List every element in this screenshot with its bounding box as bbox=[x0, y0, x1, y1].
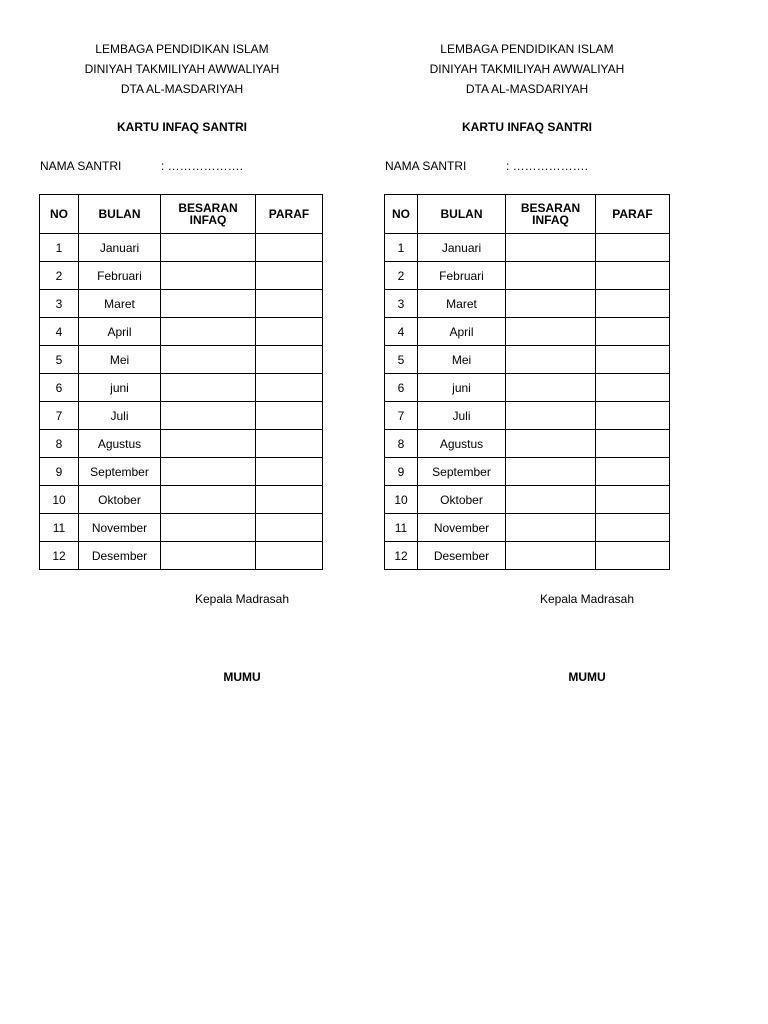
table-row bbox=[40, 514, 323, 542]
table-row bbox=[40, 346, 323, 374]
cell-bulan: Januari bbox=[79, 234, 161, 262]
cell-no: 11 bbox=[40, 514, 79, 542]
table-row bbox=[40, 262, 323, 290]
cell-no: 9 bbox=[40, 458, 79, 486]
cell-besaran-infaq bbox=[506, 402, 596, 430]
col-header-no: NO bbox=[385, 195, 418, 234]
institution-name: LEMBAGA PENDIDIKAN ISLAM bbox=[440, 42, 614, 56]
cell-paraf bbox=[596, 402, 670, 430]
cell-bulan: Mei bbox=[418, 346, 506, 374]
cell-paraf bbox=[596, 234, 670, 262]
cell-besaran-infaq bbox=[161, 542, 256, 570]
cell-besaran-infaq bbox=[506, 486, 596, 514]
cell-besaran-infaq bbox=[161, 430, 256, 458]
cell-bulan: juni bbox=[79, 374, 161, 402]
cell-besaran-infaq bbox=[161, 262, 256, 290]
col-header-besaran-infaq: BESARAN INFAQ bbox=[161, 195, 256, 234]
cell-no: 3 bbox=[40, 290, 79, 318]
cell-besaran-infaq bbox=[506, 430, 596, 458]
table-row bbox=[40, 374, 323, 402]
infaq-table bbox=[39, 194, 323, 570]
cell-paraf bbox=[256, 486, 323, 514]
cell-bulan: November bbox=[79, 514, 161, 542]
infaq-table bbox=[384, 194, 670, 570]
cell-no: 5 bbox=[40, 346, 79, 374]
col-header-paraf: PARAF bbox=[596, 195, 670, 234]
cell-no: 7 bbox=[40, 402, 79, 430]
cell-bulan: Maret bbox=[418, 290, 506, 318]
table-row bbox=[385, 402, 670, 430]
cell-no: 1 bbox=[385, 234, 418, 262]
cell-paraf bbox=[256, 262, 323, 290]
table-row bbox=[385, 262, 670, 290]
cell-paraf bbox=[256, 346, 323, 374]
student-name-value: : ………………. bbox=[506, 159, 589, 173]
cell-bulan: Oktober bbox=[79, 486, 161, 514]
cell-besaran-infaq bbox=[506, 262, 596, 290]
table-row bbox=[385, 346, 670, 374]
student-name-label: NAMA SANTRI bbox=[40, 159, 122, 173]
cell-bulan: Januari bbox=[418, 234, 506, 262]
cell-no: 5 bbox=[385, 346, 418, 374]
institution-name: LEMBAGA PENDIDIKAN ISLAM bbox=[95, 42, 269, 56]
cell-no: 3 bbox=[385, 290, 418, 318]
col-header-paraf: PARAF bbox=[256, 195, 323, 234]
cell-no: 1 bbox=[40, 234, 79, 262]
cell-besaran-infaq bbox=[161, 458, 256, 486]
institution-type: DINIYAH TAKMILIYAH AWWALIYAH bbox=[84, 62, 280, 76]
cell-bulan: September bbox=[418, 458, 506, 486]
cell-besaran-infaq bbox=[161, 486, 256, 514]
table-row bbox=[40, 318, 323, 346]
cell-no: 7 bbox=[385, 402, 418, 430]
school-name: DTA AL-MASDARIYAH bbox=[120, 82, 244, 96]
cell-paraf bbox=[256, 318, 323, 346]
table-row bbox=[385, 514, 670, 542]
table-row bbox=[385, 430, 670, 458]
cell-bulan: April bbox=[418, 318, 506, 346]
cell-no: 11 bbox=[385, 514, 418, 542]
cell-paraf bbox=[256, 458, 323, 486]
school-name: DTA AL-MASDARIYAH bbox=[465, 82, 589, 96]
cell-paraf bbox=[596, 458, 670, 486]
col-header-besaran-infaq: BESARAN INFAQ bbox=[506, 195, 596, 234]
table-row bbox=[40, 430, 323, 458]
table-header-row bbox=[385, 195, 670, 234]
cell-bulan: Maret bbox=[79, 290, 161, 318]
cell-bulan: Juli bbox=[79, 402, 161, 430]
cell-no: 2 bbox=[40, 262, 79, 290]
cell-paraf bbox=[596, 542, 670, 570]
cell-paraf bbox=[596, 486, 670, 514]
signer-name: MUMU bbox=[568, 670, 606, 684]
cell-no: 12 bbox=[40, 542, 79, 570]
table-row bbox=[40, 402, 323, 430]
cell-besaran-infaq bbox=[506, 542, 596, 570]
table-row bbox=[385, 542, 670, 570]
cell-paraf bbox=[256, 234, 323, 262]
cell-no: 9 bbox=[385, 458, 418, 486]
cell-bulan: Agustus bbox=[79, 430, 161, 458]
institution-type: DINIYAH TAKMILIYAH AWWALIYAH bbox=[429, 62, 625, 76]
cell-no: 12 bbox=[385, 542, 418, 570]
cell-paraf bbox=[596, 290, 670, 318]
student-name-value: : ………………. bbox=[161, 159, 244, 173]
cell-no: 4 bbox=[385, 318, 418, 346]
card-title: KARTU INFAQ SANTRI bbox=[462, 120, 592, 134]
cell-bulan: Juli bbox=[418, 402, 506, 430]
cell-bulan: Desember bbox=[79, 542, 161, 570]
cell-besaran-infaq bbox=[161, 234, 256, 262]
table-header-row bbox=[40, 195, 323, 234]
cell-no: 10 bbox=[40, 486, 79, 514]
table-row bbox=[385, 234, 670, 262]
cell-bulan: Agustus bbox=[418, 430, 506, 458]
cell-besaran-infaq bbox=[161, 290, 256, 318]
cell-bulan: Februari bbox=[79, 262, 161, 290]
col-header-bulan: BULAN bbox=[79, 195, 161, 234]
cell-besaran-infaq bbox=[506, 346, 596, 374]
cell-bulan: juni bbox=[418, 374, 506, 402]
cell-no: 8 bbox=[385, 430, 418, 458]
cell-paraf bbox=[256, 374, 323, 402]
signature-label: Kepala Madrasah bbox=[194, 592, 290, 606]
cell-besaran-infaq bbox=[161, 374, 256, 402]
table-row bbox=[40, 486, 323, 514]
table-row bbox=[40, 234, 323, 262]
cell-no: 8 bbox=[40, 430, 79, 458]
cell-besaran-infaq bbox=[506, 458, 596, 486]
cell-besaran-infaq bbox=[506, 290, 596, 318]
cell-paraf bbox=[256, 514, 323, 542]
cell-paraf bbox=[596, 318, 670, 346]
cell-paraf bbox=[596, 374, 670, 402]
cell-bulan: Mei bbox=[79, 346, 161, 374]
cell-besaran-infaq bbox=[506, 514, 596, 542]
card-title: KARTU INFAQ SANTRI bbox=[117, 120, 247, 134]
student-name-label: NAMA SANTRI bbox=[385, 159, 467, 173]
cell-no: 2 bbox=[385, 262, 418, 290]
table-row bbox=[40, 458, 323, 486]
table-row bbox=[385, 318, 670, 346]
cell-no: 6 bbox=[385, 374, 418, 402]
cell-paraf bbox=[596, 346, 670, 374]
cell-bulan: September bbox=[79, 458, 161, 486]
cell-paraf bbox=[256, 430, 323, 458]
cell-besaran-infaq bbox=[161, 514, 256, 542]
cell-paraf bbox=[596, 430, 670, 458]
table-row bbox=[385, 486, 670, 514]
cell-bulan: Oktober bbox=[418, 486, 506, 514]
cell-bulan: April bbox=[79, 318, 161, 346]
cell-bulan: November bbox=[418, 514, 506, 542]
cell-besaran-infaq bbox=[506, 318, 596, 346]
cell-besaran-infaq bbox=[506, 234, 596, 262]
signature-label: Kepala Madrasah bbox=[539, 592, 635, 606]
cell-besaran-infaq bbox=[506, 374, 596, 402]
cell-no: 4 bbox=[40, 318, 79, 346]
cell-paraf bbox=[256, 290, 323, 318]
table-row bbox=[40, 542, 323, 570]
cell-bulan: Desember bbox=[418, 542, 506, 570]
cell-paraf bbox=[256, 402, 323, 430]
cell-no: 6 bbox=[40, 374, 79, 402]
cell-paraf bbox=[596, 514, 670, 542]
col-header-no: NO bbox=[40, 195, 79, 234]
cell-besaran-infaq bbox=[161, 318, 256, 346]
table-row bbox=[40, 290, 323, 318]
table-row bbox=[385, 374, 670, 402]
cell-paraf bbox=[596, 262, 670, 290]
cell-besaran-infaq bbox=[161, 402, 256, 430]
cell-paraf bbox=[256, 542, 323, 570]
cell-no: 10 bbox=[385, 486, 418, 514]
cell-besaran-infaq bbox=[161, 346, 256, 374]
signer-name: MUMU bbox=[223, 670, 261, 684]
col-header-bulan: BULAN bbox=[418, 195, 506, 234]
table-row bbox=[385, 290, 670, 318]
cell-bulan: Februari bbox=[418, 262, 506, 290]
table-row bbox=[385, 458, 670, 486]
